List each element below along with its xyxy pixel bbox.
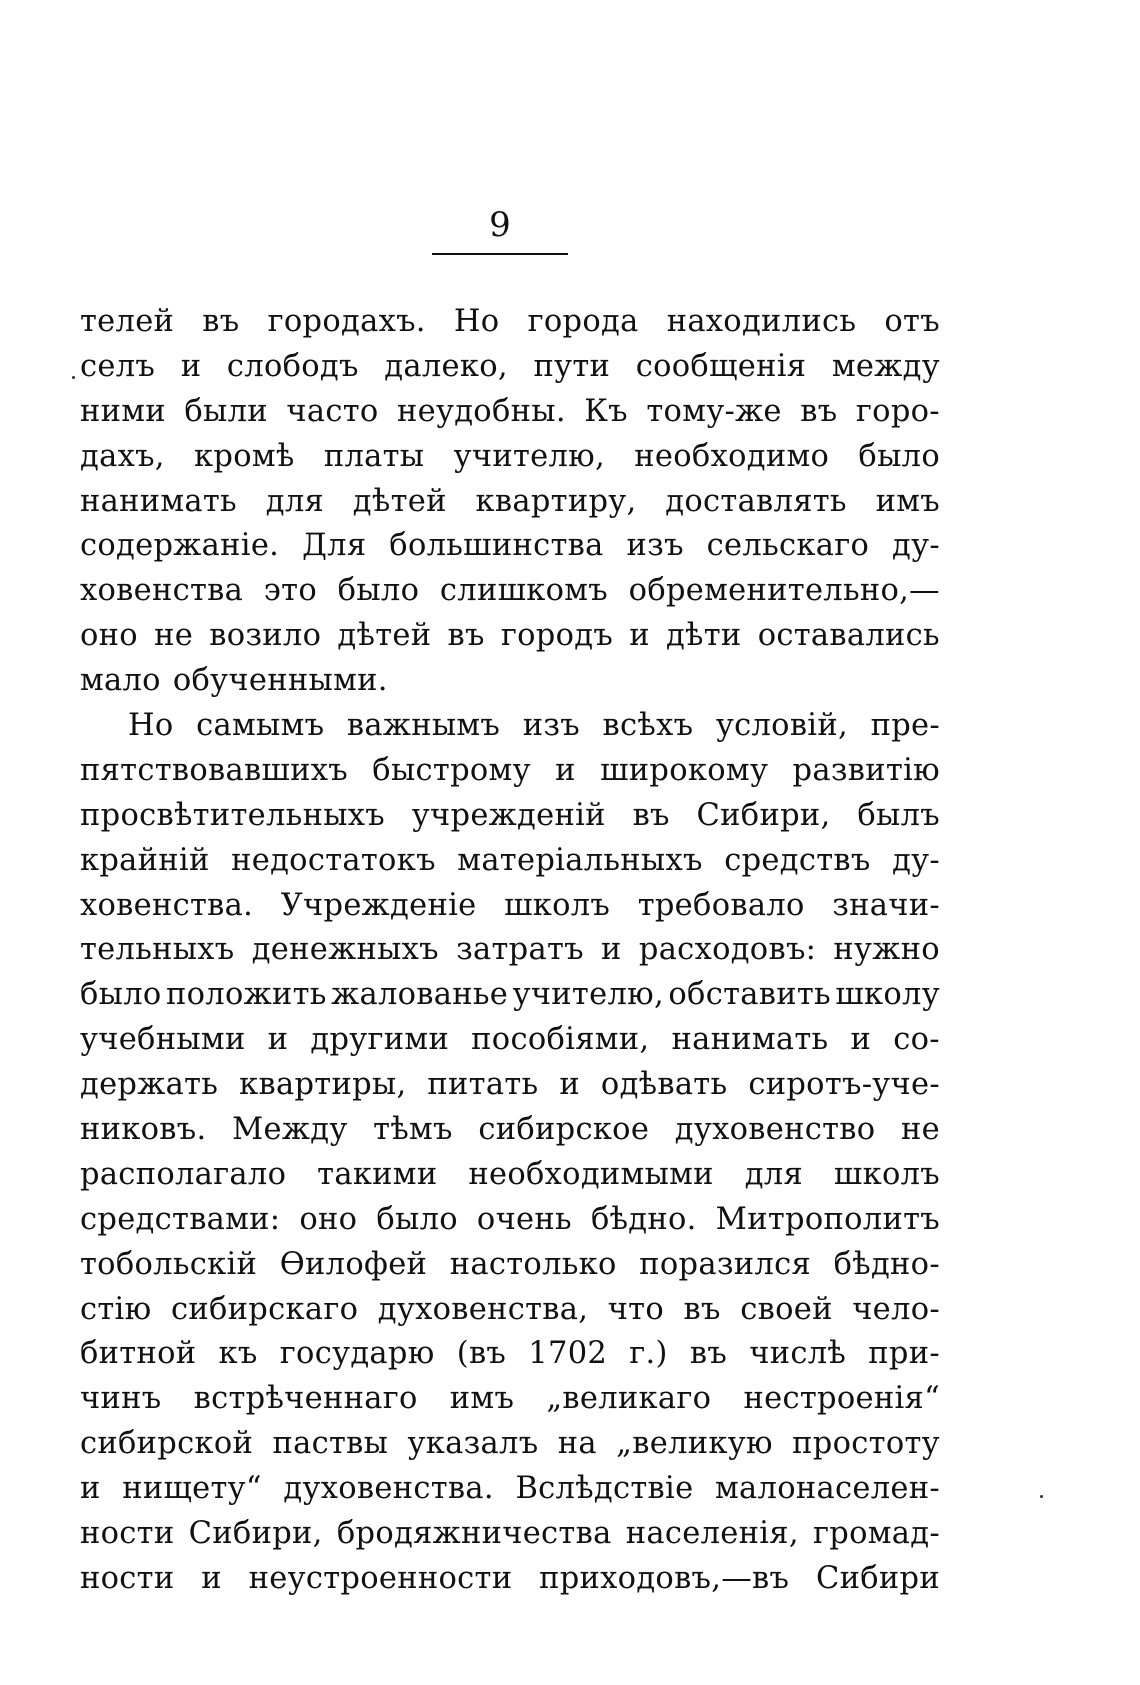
- word: и: [267, 1022, 289, 1058]
- word: сибирскаго: [170, 1291, 359, 1327]
- word: и: [201, 1560, 222, 1596]
- word: матеріальныхъ: [457, 842, 703, 878]
- word: сообщенія: [635, 348, 807, 384]
- word: настолько: [449, 1246, 617, 1282]
- word: въ: [632, 797, 670, 833]
- word: встрѣченнаго: [193, 1381, 418, 1417]
- word: одѣвать: [600, 1067, 728, 1103]
- word: селъ: [80, 348, 156, 384]
- text-line: [80, 1557, 940, 1602]
- word: со-: [893, 1022, 940, 1058]
- word: быстрому: [372, 752, 531, 788]
- word: никовъ.: [80, 1112, 207, 1148]
- word: было: [337, 573, 420, 609]
- word: развитію: [792, 752, 940, 788]
- word: города: [527, 304, 639, 339]
- word: Между: [232, 1112, 348, 1148]
- word: школу: [835, 977, 940, 1013]
- word: было: [376, 1201, 458, 1237]
- word: духовенство: [674, 1112, 876, 1148]
- word: нанимать: [671, 1022, 829, 1058]
- word: платы: [323, 438, 425, 474]
- word: Вслѣдствіе: [515, 1471, 694, 1507]
- text-line: [80, 614, 940, 659]
- word: ности: [80, 1516, 175, 1552]
- word: очень: [476, 1201, 572, 1237]
- word: ховенства: [80, 573, 244, 609]
- word: тобольскій: [80, 1246, 258, 1282]
- word: содержаніе.: [80, 528, 280, 564]
- word: затратъ: [456, 932, 584, 968]
- word: крайній: [80, 842, 210, 878]
- word: квартиры,: [239, 1067, 407, 1103]
- word: стію: [80, 1291, 152, 1327]
- word: слишкомъ: [439, 573, 608, 609]
- word: имъ: [449, 1381, 515, 1417]
- word: бѣдно-: [833, 1246, 940, 1282]
- word: Сибири: [815, 1560, 940, 1596]
- print-speck: [72, 376, 75, 379]
- word: для: [265, 483, 325, 519]
- word: были: [184, 393, 268, 429]
- word: Для: [302, 528, 367, 564]
- word: необходимо: [634, 438, 830, 474]
- word: самымъ: [196, 708, 325, 744]
- word: условій,: [715, 708, 848, 744]
- word: расходовъ:: [638, 932, 817, 968]
- word: всѣхъ: [602, 708, 694, 744]
- word: телей: [80, 304, 175, 339]
- word: сельскаго: [706, 528, 870, 564]
- word: Но: [453, 304, 500, 339]
- word: указалъ: [407, 1426, 539, 1462]
- word: имъ: [875, 483, 940, 519]
- text-line: [80, 1198, 940, 1243]
- word: поразился: [639, 1246, 812, 1282]
- text-line: [80, 704, 940, 749]
- word: въ: [683, 1291, 721, 1327]
- word: обученными.: [172, 663, 388, 699]
- word: школъ: [504, 887, 611, 923]
- text-line: [80, 749, 940, 794]
- word: городъ: [500, 618, 614, 654]
- word: тельныхъ: [80, 932, 235, 968]
- word: въ: [447, 618, 485, 654]
- word: въ: [202, 304, 240, 339]
- word: къ: [218, 1336, 258, 1372]
- word: учителю,: [453, 438, 606, 474]
- word: простоту: [792, 1426, 940, 1462]
- word: ду-: [892, 528, 940, 564]
- word: денежныхъ: [251, 932, 439, 968]
- word: средствами:: [80, 1201, 281, 1237]
- text-line: [80, 300, 940, 345]
- word: питать: [427, 1067, 539, 1103]
- word: обставить: [668, 977, 831, 1013]
- word: чело-: [852, 1291, 940, 1327]
- word: пути: [533, 348, 611, 384]
- word: просвѣтительныхъ: [80, 797, 385, 833]
- word: Ѳилофей: [279, 1246, 428, 1282]
- word: въ: [800, 393, 838, 429]
- word: значи-: [832, 887, 940, 923]
- word: „великаго: [546, 1381, 712, 1417]
- word: изъ: [522, 708, 580, 744]
- word: другими: [310, 1022, 450, 1058]
- word: ними: [80, 393, 166, 429]
- word: сибирское: [478, 1112, 650, 1148]
- word: дѣти: [665, 618, 742, 654]
- text-line: [80, 1288, 940, 1333]
- word: не: [900, 1112, 940, 1148]
- text-line: [80, 480, 940, 525]
- word: и: [629, 618, 650, 654]
- word: оставались: [757, 618, 940, 654]
- word: недостатокъ: [231, 842, 436, 878]
- text-line: [80, 435, 940, 480]
- text-line: [80, 1467, 940, 1512]
- page-number-rule: [432, 253, 568, 255]
- word: положить: [166, 977, 327, 1013]
- word: тому-же: [646, 393, 782, 429]
- text-line: [80, 524, 940, 569]
- word: далеко,: [384, 348, 508, 384]
- word: Сибири,: [188, 1516, 323, 1552]
- word: г.): [629, 1336, 668, 1372]
- word: и: [555, 752, 576, 788]
- word: числѣ: [749, 1336, 847, 1372]
- word: дѣтей: [352, 483, 447, 519]
- word: средствъ: [724, 842, 871, 878]
- word: учебными: [80, 1022, 246, 1058]
- word: горо-: [855, 393, 940, 429]
- word: ности: [80, 1560, 175, 1596]
- word: паствы: [272, 1426, 389, 1462]
- word: Къ: [584, 393, 628, 429]
- text-line: [80, 1243, 940, 1288]
- word: находились: [666, 304, 857, 339]
- text-line: [80, 390, 940, 435]
- word: возило: [209, 618, 322, 654]
- word: государю: [279, 1336, 435, 1372]
- text-line: [80, 1108, 940, 1153]
- word: тѣмъ: [373, 1112, 453, 1148]
- text-line: [80, 569, 940, 614]
- text-line: [80, 1153, 940, 1198]
- word: ду-: [892, 842, 940, 878]
- word: отъ: [884, 304, 940, 339]
- word: неудобны.: [397, 393, 566, 429]
- word: часто: [286, 393, 379, 429]
- word: располагало: [80, 1156, 287, 1192]
- word: оно: [80, 618, 138, 654]
- word: городахъ.: [267, 304, 426, 339]
- word: сибирской: [80, 1426, 254, 1462]
- word: для: [744, 1156, 804, 1192]
- word: былъ: [857, 797, 940, 833]
- text-line: [80, 1512, 940, 1557]
- word: нестроенія“: [743, 1381, 940, 1417]
- word: „великую: [616, 1426, 773, 1462]
- word: ховенства.: [80, 887, 254, 923]
- word: 1702: [528, 1336, 608, 1372]
- word: бѣдно.: [590, 1201, 697, 1237]
- word: пособіями,: [471, 1022, 650, 1058]
- text-line: [80, 1063, 940, 1108]
- word: между: [831, 348, 940, 384]
- word: учителю,: [512, 977, 664, 1013]
- word: требовало: [637, 887, 805, 923]
- word: нужно: [833, 932, 940, 968]
- word: обременительно,—: [628, 573, 940, 609]
- word: Но: [128, 708, 174, 744]
- word: доставлять: [665, 483, 847, 519]
- word: необходимыми: [468, 1156, 714, 1192]
- paragraph: [80, 300, 940, 704]
- word: и: [559, 1067, 580, 1103]
- word: что: [607, 1291, 665, 1327]
- word: духовенства.: [283, 1471, 494, 1507]
- print-speck: [1040, 1495, 1043, 1498]
- text-line: [80, 839, 940, 884]
- word: бродяжничества: [336, 1516, 612, 1552]
- word: духовенства,: [377, 1291, 589, 1327]
- text-line: [80, 1422, 940, 1467]
- word: своей: [740, 1291, 833, 1327]
- word: кромѣ: [194, 438, 295, 474]
- text-line: [80, 659, 940, 704]
- text-line: [80, 794, 940, 839]
- text-line: [80, 1377, 940, 1422]
- word: при-: [868, 1336, 940, 1372]
- word: жалованье: [331, 977, 509, 1013]
- word: большинства: [389, 528, 604, 564]
- word: нанимать: [80, 483, 237, 519]
- word: приходовъ,—въ: [539, 1560, 790, 1596]
- word: въ: [689, 1336, 728, 1372]
- word: чинъ: [80, 1381, 162, 1417]
- paragraph: [80, 704, 940, 1602]
- body-text: [80, 300, 940, 1602]
- word: Учрежденіе: [280, 887, 477, 923]
- word: малонаселен-: [715, 1471, 940, 1507]
- word: слободъ: [226, 348, 359, 384]
- word: это: [263, 573, 317, 609]
- word: неустроенности: [248, 1560, 513, 1596]
- text-line: [80, 1332, 940, 1377]
- word: квартиру,: [475, 483, 637, 519]
- word: важнымъ: [346, 708, 501, 744]
- word: Сибири,: [696, 797, 831, 833]
- word: и: [601, 932, 622, 968]
- word: держать: [80, 1067, 219, 1103]
- word: пятствовавшихъ: [80, 752, 348, 788]
- word: и: [180, 348, 202, 384]
- word: и: [850, 1022, 872, 1058]
- word: оно: [299, 1201, 358, 1237]
- word: изъ: [626, 528, 684, 564]
- word: дѣтей: [337, 618, 432, 654]
- word: и: [80, 1471, 101, 1507]
- word: Митрополитъ: [715, 1201, 940, 1237]
- word: учрежденій: [411, 797, 606, 833]
- text-line: [80, 345, 940, 390]
- word: громад-: [813, 1516, 940, 1552]
- word: населенія,: [625, 1516, 799, 1552]
- word: школъ: [833, 1156, 940, 1192]
- page-number: 9: [489, 205, 511, 245]
- word: было: [80, 977, 162, 1013]
- word: на: [557, 1426, 597, 1462]
- text-line: [80, 1018, 940, 1063]
- word: широкому: [600, 752, 769, 788]
- word: сиротъ-уче-: [748, 1067, 940, 1103]
- word: дахъ,: [80, 438, 165, 474]
- word: нищету“: [122, 1471, 262, 1507]
- word: было: [858, 438, 940, 474]
- word: мало: [80, 663, 161, 699]
- word: не: [154, 618, 194, 654]
- word: (въ: [456, 1336, 507, 1372]
- text-line: [80, 973, 940, 1018]
- word: пре-: [870, 708, 940, 744]
- word: такими: [317, 1156, 438, 1192]
- text-line: [80, 928, 940, 973]
- text-line: [80, 884, 940, 929]
- word: битной: [80, 1336, 197, 1372]
